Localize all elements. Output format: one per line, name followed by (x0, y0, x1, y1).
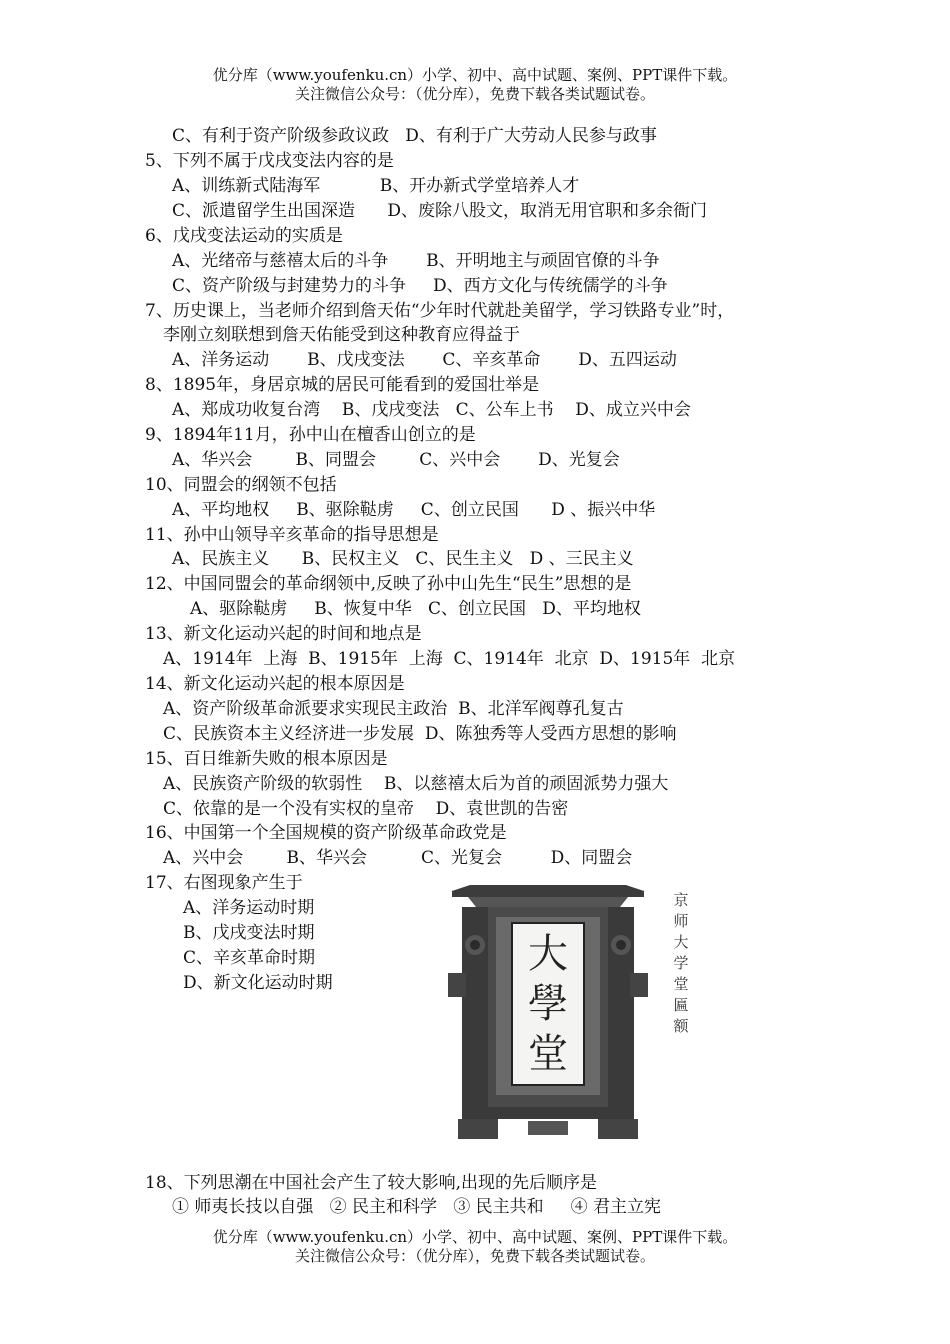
q12-stem: 12、中国同盟会的革命纲领中,反映了孙中山先生“民生”思想的是 (145, 574, 632, 594)
q17-option-b: B、戊戌变法时期 (183, 923, 315, 943)
plaque-caption: 京师大学堂匾额 (673, 891, 689, 1035)
q5-stem: 5、下列不属于戊戌变法内容的是 (145, 151, 394, 171)
q13-options: A、1914年 上海 B、1915年 上海 C、1914年 北京 D、1915年 北京 (163, 649, 736, 669)
page-header-line-2: 关注微信公众号：（优分库），免费下载各类试题试卷。 (294, 85, 655, 103)
q15-stem: 15、百日维新失败的根本原因是 (145, 749, 388, 769)
page-footer-line-1: 优分库（www.youfenku.cn）小学、初中、高中试题、案例、PPT课件下载。 (212, 1228, 738, 1246)
q8-options: A、郑成功收复台湾 B、戊戌变法 C、公车上书 D、成立兴中会 (172, 400, 691, 420)
q6-stem: 6、戊戌变法运动的实质是 (145, 226, 343, 246)
q18-stem: 18、下列思潮在中国社会产生了较大影响,出现的先后顺序是 (145, 1173, 598, 1193)
plaque-drawing (448, 883, 648, 1141)
q14-stem: 14、新文化运动兴起的根本原因是 (145, 674, 405, 694)
q9-stem: 9、1894年11月，孙中山在檀香山创立的是 (145, 425, 476, 445)
q17-option-a: A、洋务运动时期 (183, 898, 315, 918)
q17-stem: 17、右图现象产生于 (145, 873, 303, 893)
page-header-line-1: 优分库（www.youfenku.cn）小学、初中、高中试题、案例、PPT课件下载。 (212, 66, 738, 84)
q16-options: A、兴中会 B、华兴会 C、光复会 D、同盟会 (163, 848, 633, 868)
q18-items: ① 师夷长技以自强 ② 民主和科学 ③ 民主共和 ④ 君主立宪 (172, 1197, 662, 1217)
q17-option-d: D、新文化运动时期 (183, 973, 333, 993)
q5-options-cd: C、派遣留学生出国深造 D、废除八股文，取消无用官职和多余衙门 (172, 201, 708, 221)
q8-stem: 8、1895年，身居京城的居民可能看到的爱国壮举是 (145, 375, 540, 395)
q10-stem: 10、同盟会的纲领不包括 (145, 475, 337, 495)
q7-stem-line-2: 李刚立刻联想到詹天佑能受到这种教育应得益于 (163, 325, 520, 345)
q6-options-ab: A、光绪帝与慈禧太后的斗争 B、开明地主与顽固官僚的斗争 (172, 251, 660, 271)
plaque-char-2: 學 (528, 981, 568, 1027)
q7-options: A、洋务运动 B、戊戌变法 C、辛亥革命 D、五四运动 (172, 350, 677, 370)
q5-options-ab: A、训练新式陆海军 B、开办新式学堂培养人才 (172, 176, 580, 196)
q11-options: A、民族主义 B、民权主义 C、民生主义 D 、三民主义 (172, 549, 634, 569)
q9-options: A、华兴会 B、同盟会 C、兴中会 D、光复会 (172, 450, 620, 470)
q15-options-ab: A、民族资产阶级的软弱性 B、以慈禧太后为首的顽固派势力强大 (163, 774, 669, 794)
q11-stem: 11、孙中山领导辛亥革命的指导思想是 (145, 525, 439, 545)
q14-options-cd: C、民族资本主义经济进一步发展 D、陈独秀等人受西方思想的影响 (163, 724, 677, 744)
q14-options-ab: A、资产阶级革命派要求实现民主政治 B、北洋军阀尊孔复古 (163, 699, 624, 719)
q10-options: A、平均地权 B、驱除鞑虏 C、创立民国 D 、振兴中华 (172, 500, 656, 520)
q17-option-c: C、辛亥革命时期 (183, 948, 316, 968)
plaque-image (448, 883, 648, 1141)
plaque-char-1: 大 (528, 931, 568, 977)
q7-stem-line-1: 7、历史课上，当老师介绍到詹天佑“少年时代就赴美留学，学习铁路专业”时， (145, 301, 735, 321)
q15-options-cd: C、依靠的是一个没有实权的皇帝 D、袁世凯的告密 (163, 799, 569, 819)
q16-stem: 16、中国第一个全国规模的资产阶级革命政党是 (145, 823, 507, 843)
page-footer-line-2: 关注微信公众号：（优分库），免费下载各类试题试卷。 (294, 1247, 655, 1265)
q13-stem: 13、新文化运动兴起的时间和地点是 (145, 624, 422, 644)
q6-options-cd: C、资产阶级与封建势力的斗争 D、西方文化与传统儒学的斗争 (172, 276, 668, 296)
q4-options-cd: C、有利于资产阶级参政议政 D、有利于广大劳动人民参与政事 (172, 126, 657, 146)
plaque-char-3: 堂 (528, 1031, 568, 1077)
q12-options: A、驱除鞑虏 B、恢复中华 C、创立民国 D、平均地权 (190, 599, 641, 619)
